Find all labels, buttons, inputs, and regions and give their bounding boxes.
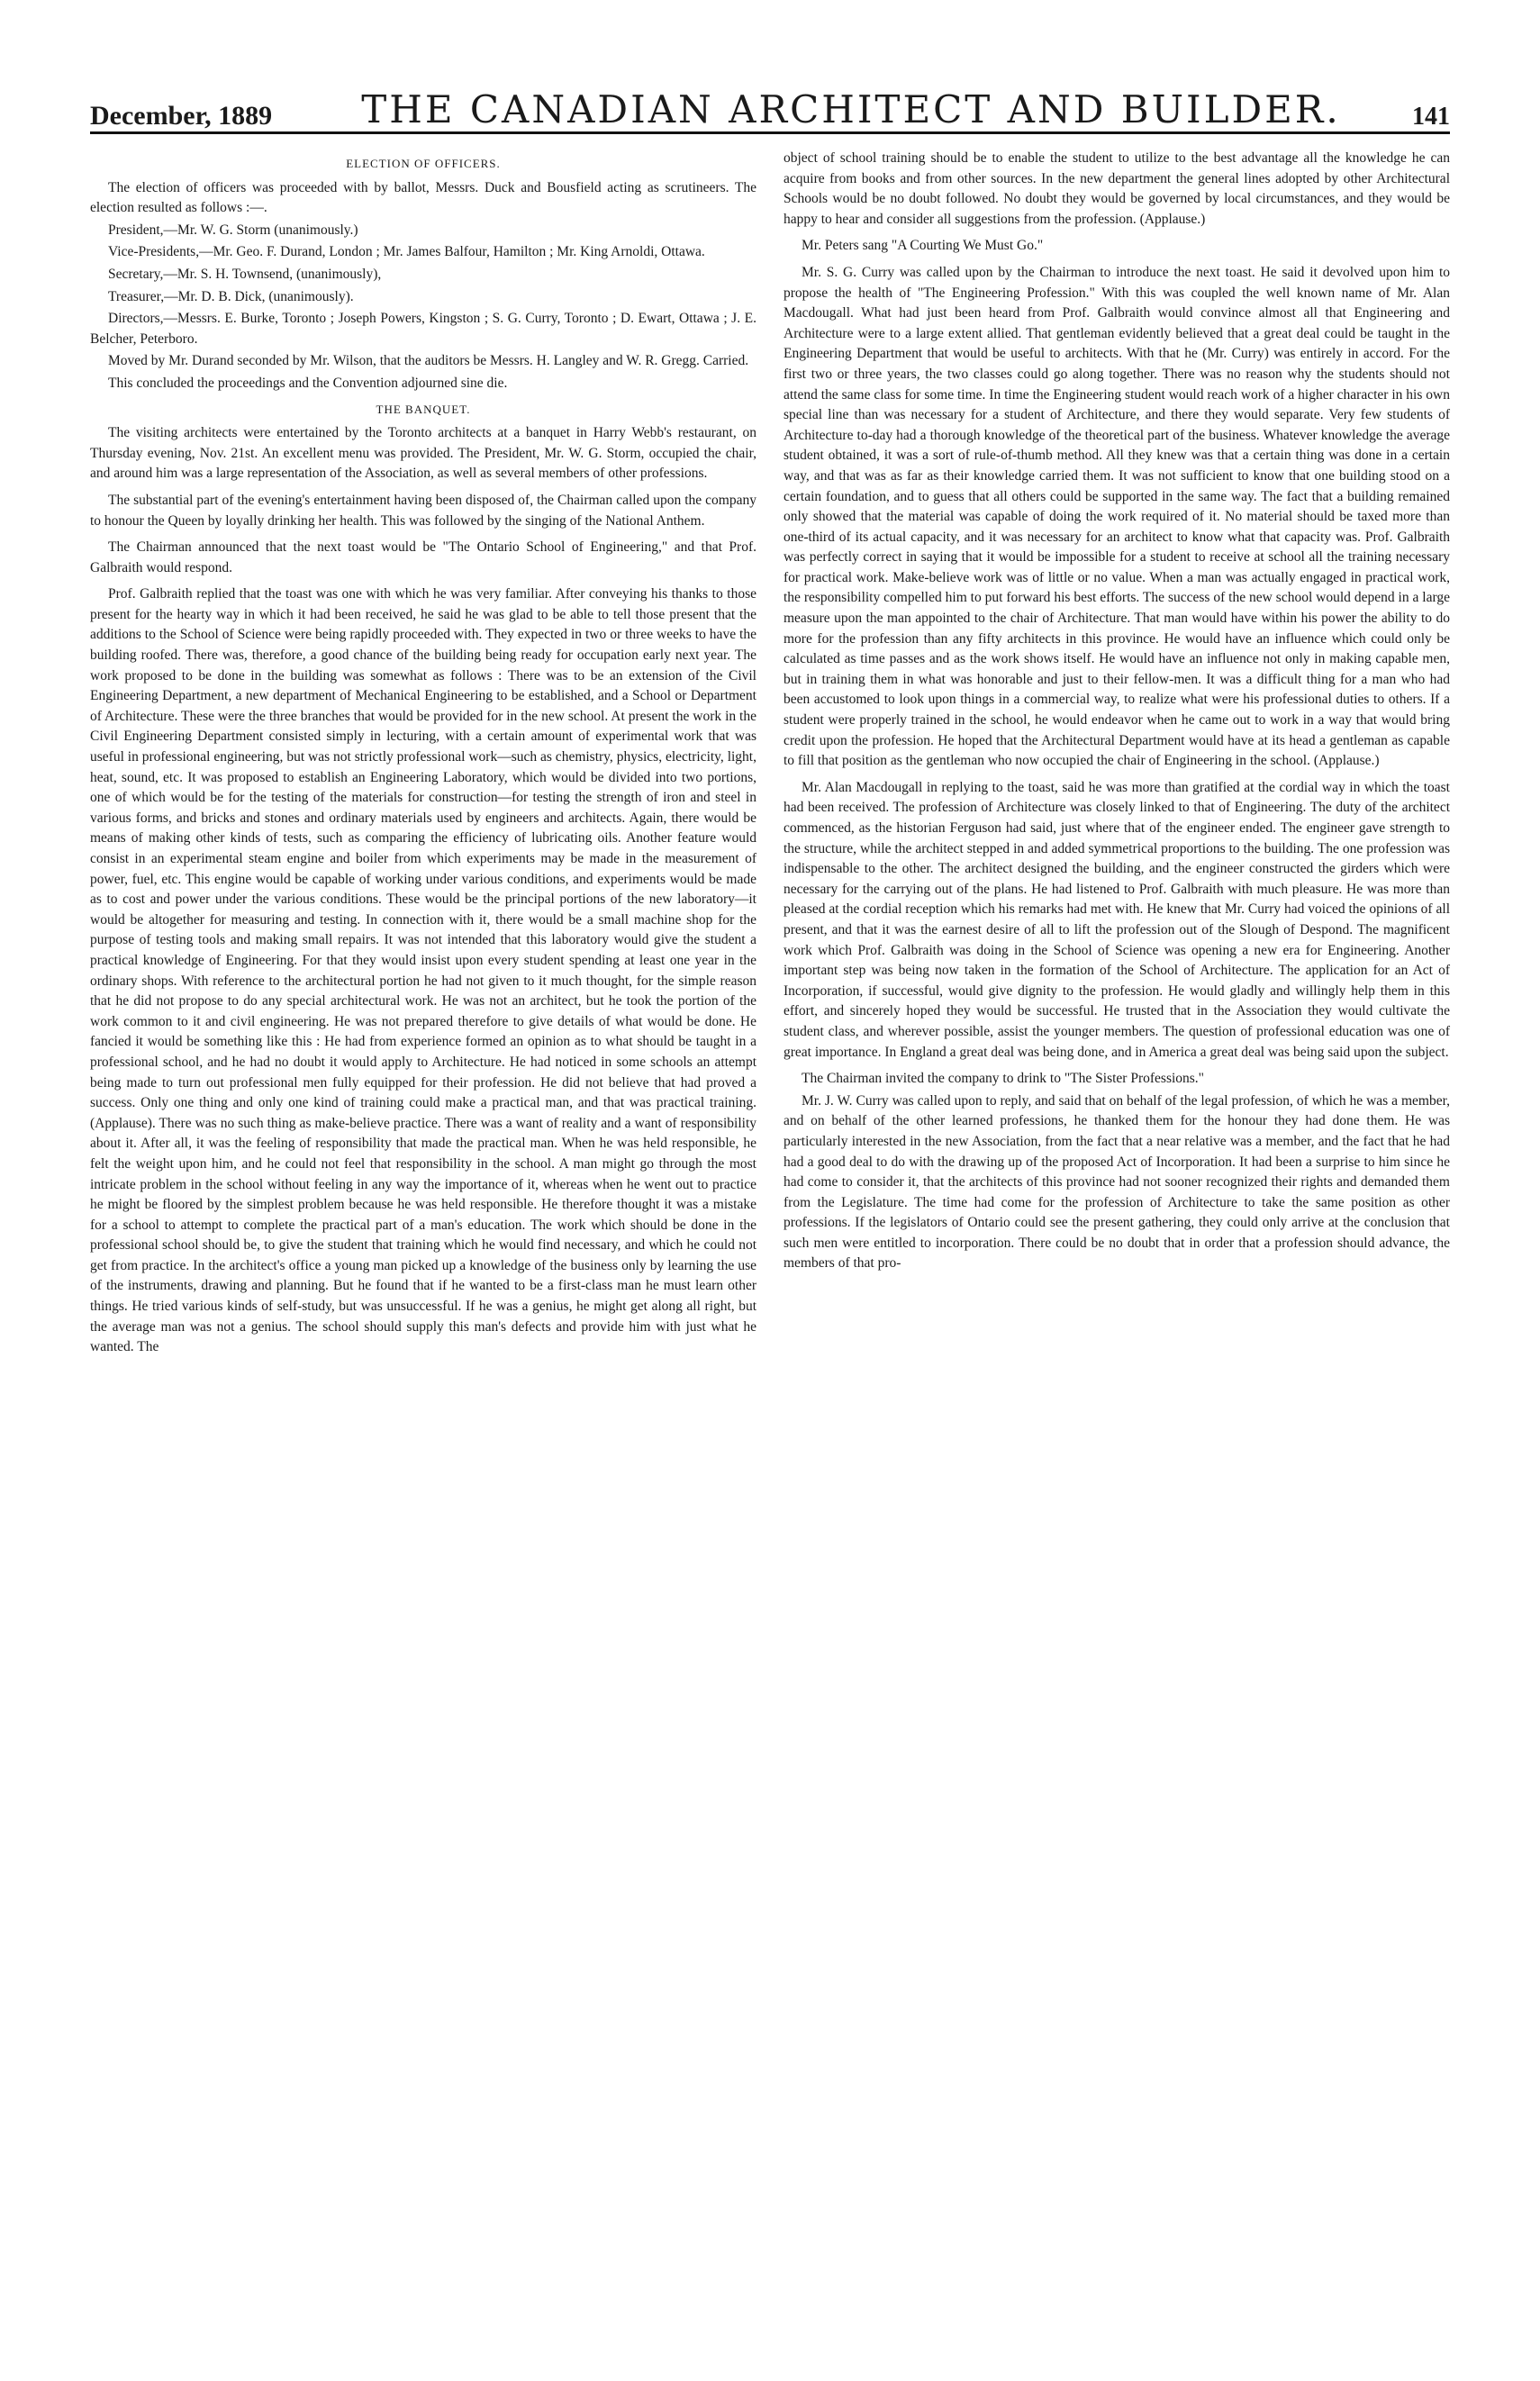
paragraph: The substantial part of the evening's entertainment having been disposed of, the Chairman called upon the company to honour the Queen by loyally drinking her health. This was followed by the singing of the National Anthem. [90, 492, 756, 529]
article-columns [90, 149, 1450, 1360]
newspaper-page [90, 74, 1450, 2343]
paragraph: The Chairman announced that the next toast would be "The Ontario School of Engineering," and that Prof. Galbraith would respond. [90, 539, 756, 575]
page-number: 141 [1412, 103, 1450, 131]
issue-date: December, 1889 [90, 101, 273, 131]
paragraph: This concluded the proceedings and the Convention adjourned sine die. [108, 375, 508, 391]
section-heading: THE BANQUET. [376, 402, 471, 416]
paragraph: object of school training should be to enable the student to utilize to the best advantage all the knowledge he can acquire from books and from other sources. In the new department the general lines adopted by other Architectural Schools would be no doubt followed. No doubt they would be governed by local circumstances, and they would be happy to hear and consider all suggestions from the profession. (Applause.) [784, 150, 1450, 227]
paragraph: Prof. Galbraith replied that the toast was one with which he was very familiar. After conveying his thanks to those present for the hearty way in which it had been received, he said he was glad to be able to tell those present that the additions to the School of Science were being rapidly proceeded with. They expected in two or three weeks to have the building roofed. There was, therefore, a good chance of the building being ready for occupation early next year. The work proposed to be done in the building was somewhat as follows : There was to be an extension of the Civil Engineering Department, a new department of Mechanical Engineering to be established, and a School or Department of Architecture. These were the three branches that would be provided for in the new school. At present the work in the Civil Engineering Department consisted simply in lecturing, with a certain amount of experimental work that was useful in professional engineering, but was not strictly professional work—such as chemistry, physics, electricity, light, heat, sound, etc. It was proposed to establish an Engineering Laboratory, which would be divided into two portions, one of which would be for the testing of the materials for construction—for testing the strength of iron and steel in various forms, and bricks and stones and ordinary materials used by engineers and architects. Again, there would be means of making other kinds of tests, such as comparing the efficiency of lubricating oils. Another feature would consist in an experimental steam engine and boiler from which experiments may be made in the measurement of power, fuel, etc. This engine would be capable of working under various conditions, and experiments would be made as to cost and power under the various conditions. These would be the principal portions of the new laboratory—it would be altogether for measuring and testing. In connection with it, there would be a small machine shop for the purpose of testing tools and making small repairs. It was not intended that this laboratory would give the student a practical knowledge of Engineering. For that they would insist upon every student spending at least one year in the ordinary shops. With reference to the architectural portion he had not given to it much thought, for the simple reason that he did not propose to do any special architectural work. He was not an architect, but he took the portion of the work common to it and civil engineering. He was not prepared therefore to give details of what would be done. He fancied it would be something like this : He had from experience formed an opinion as to what should be taught in a professional school, and he had no doubt it would apply to Architecture. He had noticed in some schools an attempt being made to turn out professional men fully equipped for their profession. He did not believe that had proved a success. Only one thing and only one kind of training could make a practical man, and that was practical training. (Applause). There was no such thing as make-believe practice. There was a want of reality and a want of responsibility about it. After all, it was the feeling of responsibility that made the practical man. When he was held responsible, he felt the weight upon him, and he could not feel that responsibility in the school. A man might go through the most intricate problem in the school without feeling in any way the importance of it, whereas when he went out to practice he might be floored by the simplest problem because he was held responsible. He therefore thought it was a mistake for a school to attempt to complete the practical part of a man's education. The work which should be done in the professional school should be, to give the student that training which he would find necessary, and which he could not get from practice. In the architect's office a young man picked up a knowledge of the business only by learning the use of the instruments, drawing and planning. But he found that if he wanted to be a first-class man he must learn other things. He tried various kinds of self-study, but was unsuccessful. If he was a genius, he might get along all right, but the average man was not a genius. The school should supply this man's defects and provide him with just what he wanted. The [90, 586, 756, 1355]
paragraph: Treasurer,—Mr. D. B. Dick, (unanimously). [108, 288, 354, 304]
paragraph: The Chairman invited the company to drink to "The Sister Professions." [802, 1071, 1205, 1087]
paragraph: The visiting architects were entertained by the Toronto architects at a banquet in Harry Webb's restaurant, on Thursday evening, Nov. 21st. An excellent menu was provided. The President, Mr. W. G. Storm, occupied the chair, and around him was a large representation of the Association, as well as several members of other professions. [90, 425, 756, 482]
paragraph: Moved by Mr. Durand seconded by Mr. Wilson, that the auditors be Messrs. H. Langley and W. R. Gregg. Carried. [108, 353, 749, 369]
paragraph: President,—Mr. W. G. Storm (unanimously.) [108, 222, 358, 238]
paragraph: Mr. S. G. Curry was called upon by the Chairman to introduce the next toast. He said it devolved upon him to propose the health of "The Engineering Profession." With this was coupled the well known name of Mr. Alan Macdougall. What had just been heard from Prof. Galbraith would convince almost all that Engineering and Architecture were to a large extent allied. That gentleman evidently believed that a great deal could be taught in the Engineering Department that would be useful to architects. With that he (Mr. Curry) was entirely in accord. For the first two or three years, the two classes could go along together. There was no reason why the students should not attend the same class for some time. In time the Engineering student would reach work of a higher character in his own special line than was necessary for a student of Architecture, and there they would separate. Very few students of Architecture to-day had a thorough knowledge of the theoretical part of the business. Whatever knowledge the average student obtained, it was a sort of rule-of-thumb method. All they knew was that a certain thing was done in a certain way, and that was as far as their knowledge carried them. It was not sufficient to know that one building stood on a certain foundation, and to guess that all others could be supported in the same way. The fact that a building remained only showed that the material was capable of doing the work required of it. No material should be taxed more than one-third of its actual capacity, and it was necessary for an architect to know what that capacity was. Prof. Galbraith was perfectly correct in saying that it would be impossible for a student to receive at school all the training necessary for practical work. Make-believe work was of little or no value. When a man was actually engaged in practical work, the responsibility compelled him to put forward his best efforts. The success of the new school would depend in a large measure upon the man appointed to the chair of Architecture. That man would have within his power the ability to do more for the profession than any fifty architects in this province. He would have an influence which could only be calculated as time passes and as the work shows itself. He would have an influence not only in making capable men, but in training them in what was honorable and just to their fellow-men. It was a difficult thing for a man who had been accustomed to look upon things in a commercial way, to realize what were his professional duties to others. If a student were properly trained in the school, he would endeavor when he came out to work in a way that would bring credit upon the profession. He hoped that the Architectural Department would have at its head a gentleman as capable to fill that position as the gentleman who now occupied the chair of Engineering in the school. (Applause.) [784, 264, 1450, 769]
page-header [90, 74, 1450, 134]
paragraph: Secretary,—Mr. S. H. Townsend, (unanimously), [108, 266, 382, 282]
left-column [90, 149, 756, 1360]
paragraph: Directors,—Messrs. E. Burke, Toronto ; Joseph Powers, Kingston ; S. G. Curry, Toronto ; D. Ewart, Ottawa ; J. E. Belcher, Peterboro. [90, 311, 756, 347]
masthead-title: THE CANADIAN ARCHITECT AND BUILDER. [361, 87, 1341, 131]
paragraph: Mr. J. W. Curry was called upon to reply, and said that on behalf of the legal profession, of which he was a member, and on behalf of the other learned professions, he thanked them for the honour they had done them. He was particularly interested in the new Association, from the fact that a near relative was a member, and the fact that he had had a good deal to do with the drawing up of the proposed Act of Incorporation. It had been a surprise to him since he had come to consider it, that the architects of this province had not sooner recognized their rights and demanded them from the Legislature. The time had come for the profession of Architecture to take the same position as other professions. If the legislators of Ontario could see the present gathering, they could only arrive at the conclusion that such men were entitled to incorporation. There could be no doubt that in order that a profession should advance, the members of that pro- [784, 1092, 1450, 1272]
paragraph: The election of officers was proceeded with by ballot, Messrs. Duck and Bousfield acting as scrutineers. The election resulted as follows :—. [90, 179, 756, 216]
right-column [784, 149, 1450, 1360]
paragraph: Vice-Presidents,—Mr. Geo. F. Durand, London ; Mr. James Balfour, Hamilton ; Mr. King Arnoldi, Ottawa. [108, 244, 705, 260]
paragraph: Mr. Alan Macdougall in replying to the toast, said he was more than gratified at the cordial way in which the toast had been received. The profession of Architecture was closely linked to that of Engineering. The duty of the architect commenced, as the historian Ferguson had said, just where that of the engineer ended. The engineer gave strength to the structure, while the architect stepped in and added symmetrical proportions to the building. The one profession was indispensable to the other. The architect designed the building, and the engineer constructed the girders which were necessary for the carrying out of the plans. He had listened to Prof. Galbraith with much pleasure. He was more than pleased at the cordial reception which his remarks had met with. He knew that Mr. Curry had voiced the opinions of all present, and that it was the earnest desire of all to lift the profession out of the Slough of Despond. The magnificent work which Prof. Galbraith was doing in the School of Science was opening a new era for Engineering. Another important step was being now taken in the formation of the School of Architecture. The application for an Act of Incorporation, if successful, would give dignity to the profession. He would gladly and willingly help them in this effort, and sincerely hoped they would be successful. He trusted that in the Association they would cultivate the student class, and wherever possible, assist the younger members. The question of professional education was one of great importance. In England a great deal was being done, and in America a great deal was being said upon the subject. [784, 779, 1450, 1060]
paragraph: Mr. Peters sang "A Courting We Must Go." [802, 238, 1044, 254]
section-heading: ELECTION OF OFFICERS. [346, 157, 501, 170]
